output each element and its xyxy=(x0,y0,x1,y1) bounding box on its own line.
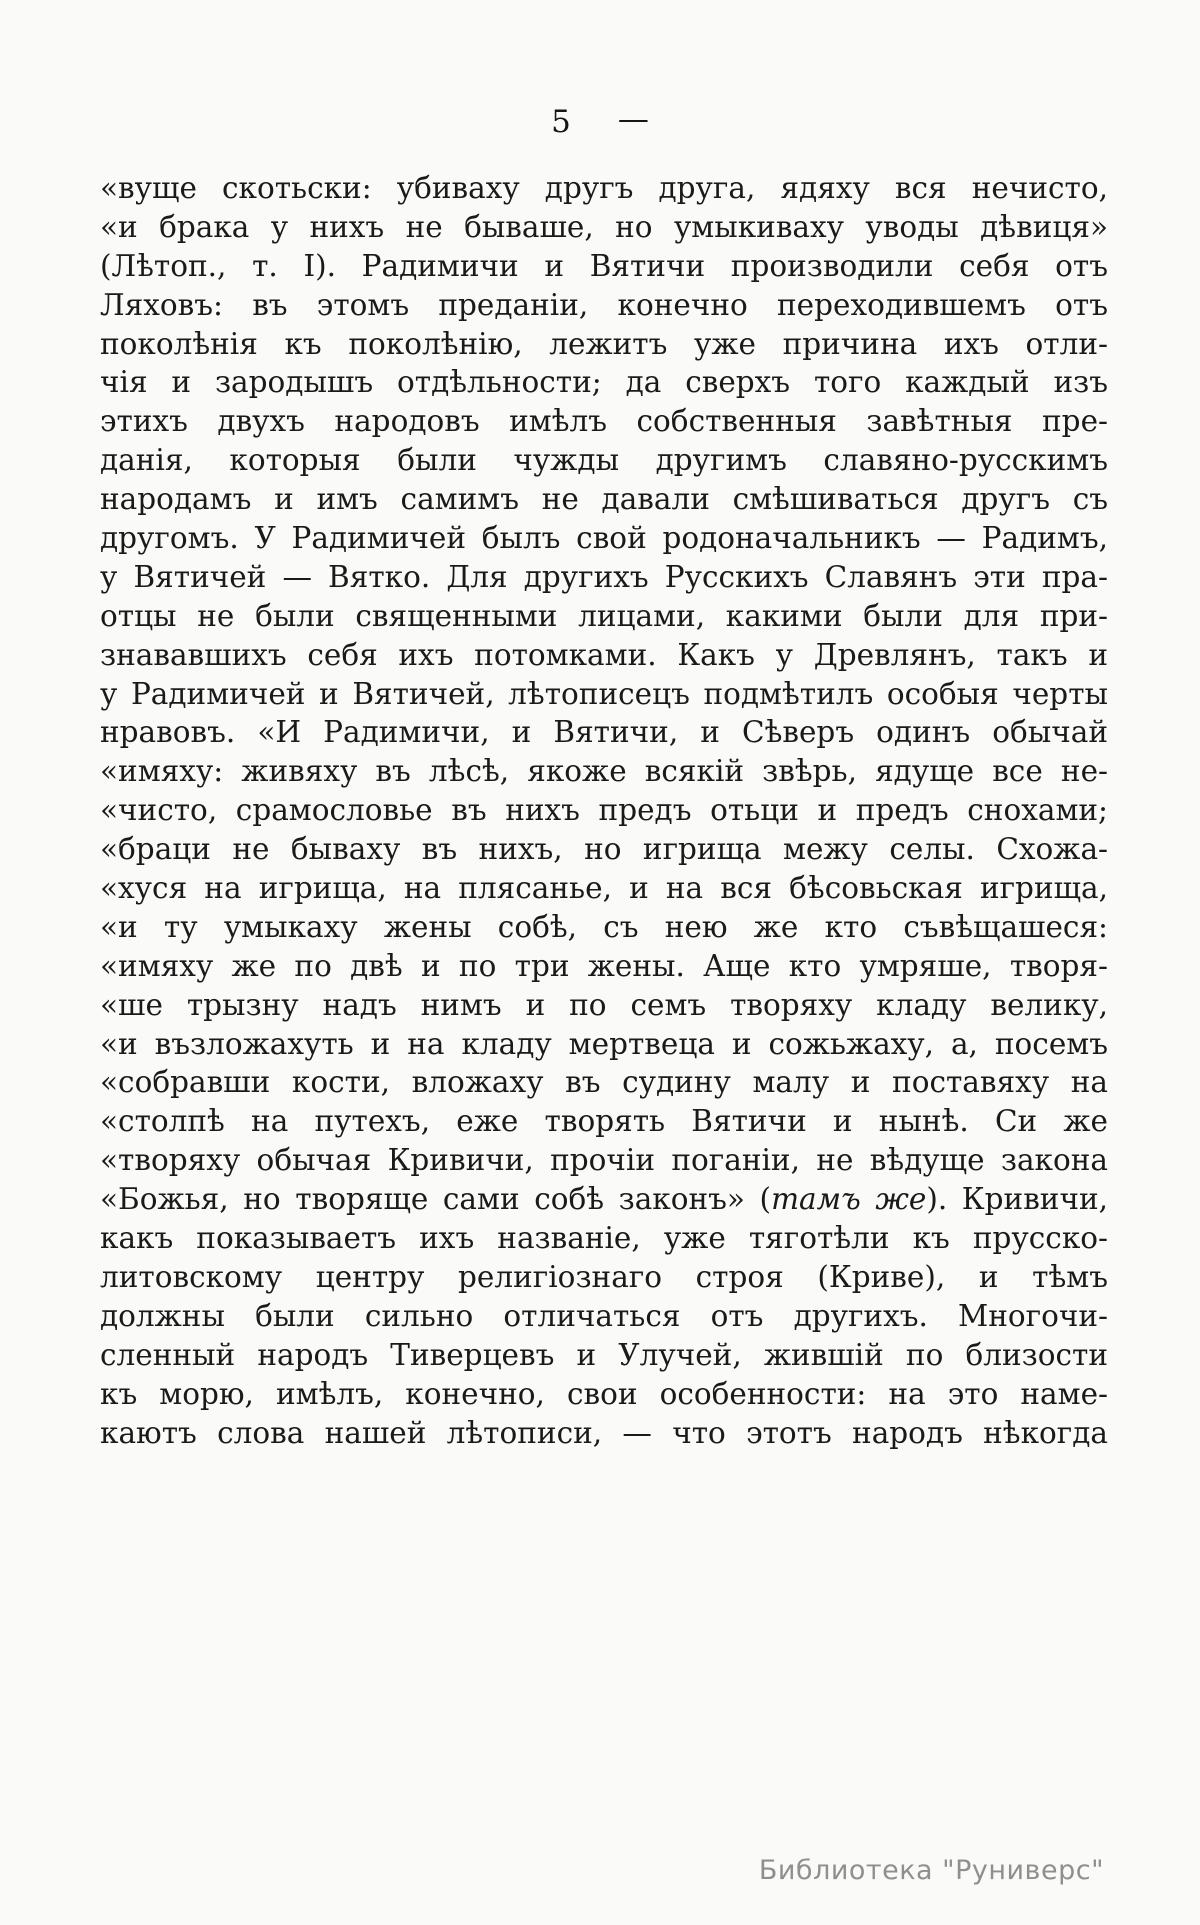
library-watermark: Библиотека "Руниверс" xyxy=(758,1855,1104,1886)
text-segment: сленный народъ Тиверцевъ и Улучей, жившій по близости xyxy=(100,1337,1108,1372)
text-line xyxy=(100,363,1108,402)
text-line xyxy=(100,480,1108,519)
text-segment: народамъ и имъ самимъ не давали смѣшиваться другъ съ xyxy=(100,482,1108,517)
text-line xyxy=(100,791,1108,830)
text-line xyxy=(100,1375,1108,1414)
text-line xyxy=(100,1258,1108,1297)
text-line xyxy=(100,869,1108,908)
text-segment: «Божья, но творяще сами собѣ законъ» ( xyxy=(100,1182,772,1217)
text-lines xyxy=(100,169,1108,1452)
text-segment: должны были сильно отличаться отъ другихъ. Многочи- xyxy=(100,1298,1108,1333)
text-line xyxy=(100,908,1108,947)
text-segment: «вуще скотьски: убиваху другъ друга, ядяху вся нечисто, xyxy=(100,171,1108,205)
text-line xyxy=(100,1219,1108,1258)
text-segment: каютъ слова нашей лѣтописи, — что этотъ народъ нѣкогда xyxy=(100,1415,1108,1450)
text-line xyxy=(100,830,1108,869)
text-segment: чія и зародышъ отдѣльности; да сверхъ того каждый изъ xyxy=(100,365,1108,400)
text-segment: «чисто, срамословье въ нихъ предъ отьци и предъ снохами; xyxy=(100,793,1108,828)
text-line xyxy=(100,597,1108,636)
text-segment: (Лѣтоп., т. I). Радимичи и Вятичи производили себя отъ xyxy=(100,248,1108,283)
text-line xyxy=(100,1297,1108,1336)
text-line xyxy=(100,441,1108,480)
text-segment: данія, которыя были чужды другимъ славяно-русскимъ xyxy=(100,443,1108,478)
text-line xyxy=(100,402,1108,441)
text-line xyxy=(100,1336,1108,1375)
text-segment: «и възложахуть и на кладу мертвеца и сожьжаху, а, посемъ xyxy=(100,1026,1108,1061)
text-line xyxy=(100,558,1108,597)
text-segment: «хуся на игрища, на плясанье, и на вся бѣсовьская игрища, xyxy=(100,871,1108,906)
text-line xyxy=(100,286,1108,325)
text-line xyxy=(100,247,1108,286)
text-line xyxy=(100,713,1108,752)
text-segment: «ше трызну надъ нимъ и по семъ творяху кладу велику, xyxy=(100,987,1108,1022)
text-line xyxy=(100,675,1108,714)
text-line xyxy=(100,325,1108,364)
text-segment: знававшихъ себя ихъ потомками. Какъ у Древлянъ, такъ и xyxy=(100,637,1108,672)
text-segment: «имяху же по двѣ и по три жены. Аще кто умряше, творя- xyxy=(100,948,1108,983)
text-segment: Ляховъ: въ этомъ преданіи, конечно переходившемъ отъ xyxy=(100,287,1108,322)
page-number-dash: — xyxy=(617,101,649,137)
text-line xyxy=(100,519,1108,558)
text-line xyxy=(100,1180,1108,1219)
text-segment: «имяху: живяху въ лѣсѣ, якоже всякій звѣрь, ядуще все не- xyxy=(100,754,1108,789)
text-segment: у Вятичей — Вятко. Для другихъ Русскихъ Славянъ эти пра- xyxy=(100,559,1108,594)
text-segment: отцы не были священными лицами, какими были для при- xyxy=(100,598,1108,633)
text-segment-italic: тамъ же xyxy=(771,1182,927,1217)
text-segment: «собравши кости, вложаху въ судину малу и поставяху на xyxy=(100,1065,1108,1100)
text-line xyxy=(100,169,1108,208)
text-line xyxy=(100,752,1108,791)
text-line xyxy=(100,1141,1108,1180)
text-segment: у Радимичей и Вятичей, лѣтописецъ подмѣтилъ особыя черты xyxy=(100,676,1108,711)
text-segment: «и брака у нихъ не бываше, но умыкиваху уводы дѣвиця» xyxy=(100,209,1108,244)
text-segment: нравовъ. «И Радимичи, и Вятичи, и Сѣверъ одинъ обычай xyxy=(100,715,1108,750)
text-segment: литовскому центру религіознаго строя (Криве), и тѣмъ xyxy=(100,1259,1108,1294)
text-line xyxy=(100,1025,1108,1064)
text-line xyxy=(100,947,1108,986)
text-segment: другомъ. У Радимичей былъ свой родоначальникъ — Радимъ, xyxy=(100,521,1108,556)
text-line xyxy=(100,1102,1108,1141)
text-line xyxy=(100,208,1108,247)
text-segment: къ морю, имѣлъ, конечно, свои особенности: на это наме- xyxy=(100,1376,1108,1411)
text-line xyxy=(100,1063,1108,1102)
text-segment: «и ту умыкаху жены собѣ, съ нею же кто съвѣщашеся: xyxy=(100,909,1108,944)
text-line xyxy=(100,636,1108,675)
text-segment: какъ показываетъ ихъ названіе, уже тяготѣли къ прусско- xyxy=(100,1221,1108,1256)
text-segment: ). Кривичи, xyxy=(926,1182,1109,1217)
text-line xyxy=(100,986,1108,1025)
page-number xyxy=(0,101,1200,140)
text-segment: «творяху обычая Кривичи, прочіи поганіи, не вѣдуще закона xyxy=(100,1143,1108,1178)
text-segment: этихъ двухъ народовъ имѣлъ собственныя завѣтныя пре- xyxy=(100,404,1108,439)
text-line xyxy=(100,1414,1108,1453)
text-segment: «столпѣ на путехъ, еже творять Вятичи и нынѣ. Си же xyxy=(100,1104,1108,1139)
text-segment: поколѣнія къ поколѣнію, лежитъ уже причина ихъ отли- xyxy=(100,326,1108,361)
page-number-value: 5 xyxy=(551,104,572,140)
text-segment: «браци не бываху въ нихъ, но игрища межу селы. Схожа- xyxy=(100,832,1108,867)
